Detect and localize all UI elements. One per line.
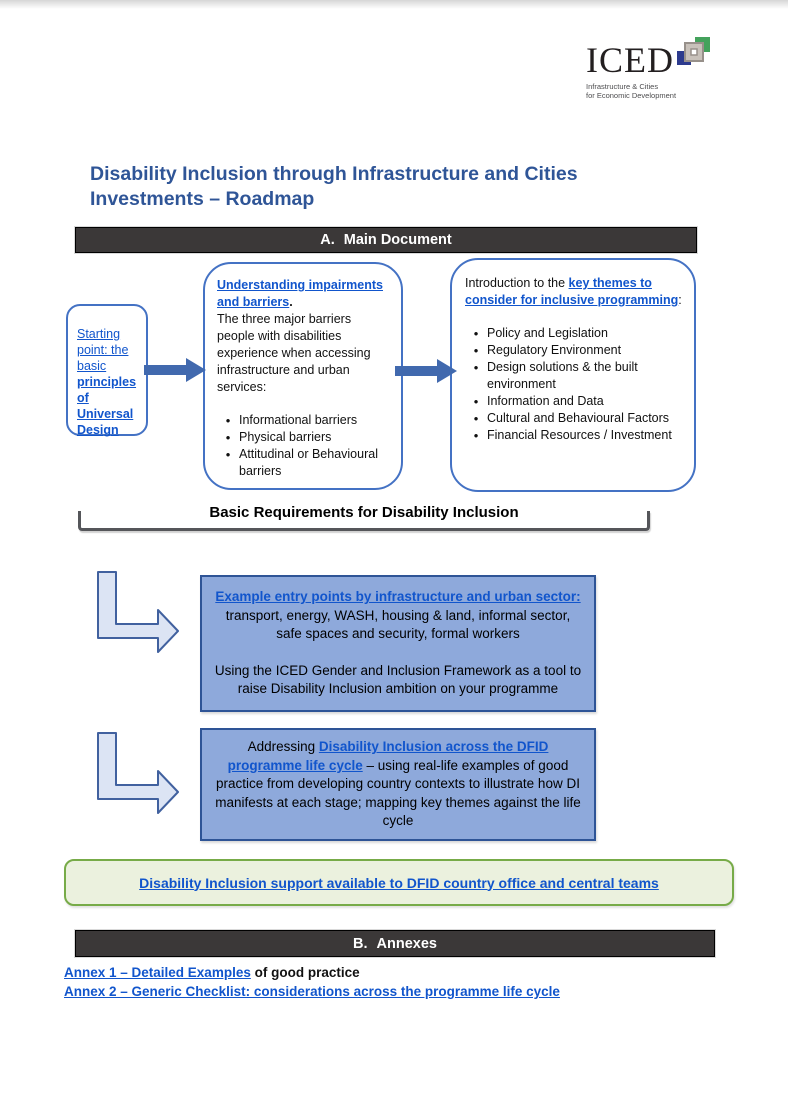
list-item: • Regulatory Environment xyxy=(465,342,684,359)
section-header-annexes xyxy=(75,930,715,957)
basic-requirements-caption: Basic Requirements for Disability Inclusion xyxy=(209,504,519,521)
list-item: • Financial Resources / Investment xyxy=(465,427,684,444)
key-themes-link[interactable]: key themes to consider for inclusive programming xyxy=(465,276,679,307)
section-label: Main Document xyxy=(343,232,452,248)
list-item: • Cultural and Behavioural Factors xyxy=(465,410,684,427)
lifecycle-link[interactable]: Disability Inclusion across the DFID programme life cycle xyxy=(227,739,549,773)
impairments-barriers-box: Understanding impairments and barriers. The three major barriers people with disabilities experience when accessing infrastructure and urban services: • Informational barriers • Physical barriers • Attitudinal or Behavioural barriers xyxy=(203,262,403,490)
list-item: • Attitudinal or Behavioural barriers xyxy=(217,446,391,480)
section-letter: B. xyxy=(353,935,368,952)
page-title: Disability Inclusion through Infrastructure and Cities Investments – Roadmap xyxy=(90,163,578,210)
list-item: • Informational barriers xyxy=(217,412,391,429)
annex-line xyxy=(64,982,560,1001)
universal-design-link[interactable]: Starting point: the basic principles of Universal Design xyxy=(77,327,137,437)
entry-points-link[interactable]: Example entry points by infrastructure and urban sector: xyxy=(215,589,581,605)
barriers-bullet-list xyxy=(217,412,391,480)
list-item: • Physical barriers xyxy=(217,429,391,446)
impairments-barriers-link[interactable]: Understanding impairments and barriers xyxy=(217,278,383,309)
iced-logo xyxy=(586,40,756,100)
list-item: • Policy and Legislation xyxy=(465,325,684,342)
annex-links xyxy=(64,963,560,1001)
section-header-main-document xyxy=(75,227,697,253)
entry-points-box: Example entry points by infrastructure and urban sector: transport, energy, WASH, housing & land, informal sector, safe spaces and security, formal workers Using the ICED Gender and Inclusion Framework as a tool to raise Disability Inclusion ambition on your programme xyxy=(200,575,596,712)
iced-logo-tagline: Infrastructure & Cities for Economic Development xyxy=(586,82,677,100)
annex-line: Annex 1 – Detailed Examples of good practice xyxy=(64,965,360,980)
lifecycle-box: Addressing Disability Inclusion across the DFID programme life cycle – using real-life examples of good practice from developing country contexts to illustrate how DI manifests at each stage; mapping key themes against the life cycle xyxy=(200,728,596,841)
gender-inclusion-framework-text: Using the ICED Gender and Inclusion Framework as a tool to raise Disability Inclusion ambition on your programme xyxy=(214,662,582,697)
right-arrow-icon xyxy=(395,358,459,384)
annex-1-link[interactable]: Annex 1 – Detailed Examples xyxy=(64,965,251,980)
right-arrow-icon xyxy=(144,357,208,383)
elbow-arrow-icon xyxy=(88,568,182,656)
iced-logo-wordmark: ICED xyxy=(586,40,674,80)
elbow-arrow-icon xyxy=(88,729,182,817)
key-themes-box: Introduction to the key themes to consider for inclusive programming: • Policy and Legislation • Regulatory Environment • Design solutions & the built environment • Information and Data • Cultural and Behavioural Factors • Financial Resources / Investment xyxy=(450,258,696,492)
key-themes-bullet-list xyxy=(465,325,684,444)
iced-logo-squares-icon xyxy=(676,36,712,77)
support-link[interactable]: Disability Inclusion support available to DFID country office and central teams xyxy=(139,874,659,891)
list-item: • Design solutions & the built environment xyxy=(465,359,684,393)
section-letter: A. xyxy=(320,232,335,248)
section-label: Annexes xyxy=(376,935,437,952)
support-box xyxy=(64,859,734,906)
list-item: • Information and Data xyxy=(465,393,684,410)
start-box xyxy=(66,304,148,436)
annex-2-link[interactable]: Annex 2 – Generic Checklist: considerations across the programme life cycle xyxy=(64,984,560,999)
barriers-body-text: The three major barriers people with disabilities experience when accessing infrastructure and urban services: xyxy=(217,312,371,394)
